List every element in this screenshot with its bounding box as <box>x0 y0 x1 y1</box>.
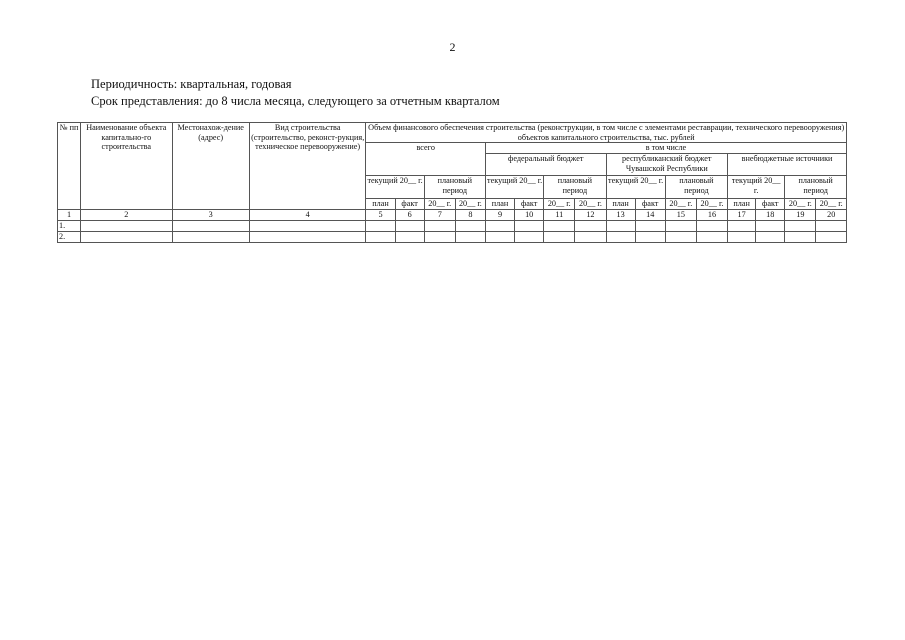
column-number: 10 <box>515 210 544 221</box>
federal-planned-header: плановый период <box>544 176 606 199</box>
table-cell <box>485 221 514 232</box>
table-cell <box>455 221 485 232</box>
report-table <box>57 122 847 243</box>
table-cell <box>172 232 249 243</box>
extrabudget-current-header: текущий 20__ г. <box>728 176 785 199</box>
table-cell <box>665 232 696 243</box>
column-number: 12 <box>575 210 606 221</box>
table-cell <box>696 232 727 243</box>
planned-period-header: плановый период <box>424 176 485 199</box>
column-number: 5 <box>366 210 395 221</box>
table-cell <box>785 232 816 243</box>
republic-current-header: текущий 20__ г. <box>606 176 665 199</box>
table-cell <box>575 232 606 243</box>
extrabudget-planned-header: плановый период <box>785 176 847 199</box>
fact-header: факт <box>635 199 665 210</box>
table-cell <box>172 221 249 232</box>
table-cell <box>756 232 785 243</box>
plan-header: план <box>485 199 514 210</box>
table-cell <box>635 232 665 243</box>
table-row <box>58 232 847 243</box>
column-number: 3 <box>172 210 249 221</box>
table-cell <box>249 232 366 243</box>
plan-header: план <box>728 199 756 210</box>
row-number: 2. <box>58 232 81 243</box>
table-cell <box>544 232 575 243</box>
table-cell <box>816 232 847 243</box>
table-row <box>58 221 847 232</box>
fact-header: факт <box>515 199 544 210</box>
column-number: 17 <box>728 210 756 221</box>
column-number: 19 <box>785 210 816 221</box>
table-cell <box>785 221 816 232</box>
table-cell <box>515 232 544 243</box>
table-cell <box>424 221 455 232</box>
total-header: всего <box>366 143 486 176</box>
table-cell <box>575 221 606 232</box>
row-number: 1. <box>58 221 81 232</box>
year-header: 20__ г. <box>424 199 455 210</box>
year-header: 20__ г. <box>696 199 727 210</box>
federal-current-header: текущий 20__ г. <box>485 176 543 199</box>
table-cell <box>606 221 635 232</box>
table-cell <box>395 221 424 232</box>
col-name-header: Наименование объекта капитально-го строительства <box>81 123 172 210</box>
page-number: 2 <box>449 40 456 54</box>
deadline-line: Срок представления: до 8 числа месяца, следующего за отчетным кварталом <box>91 94 500 108</box>
plan-header: план <box>606 199 635 210</box>
year-header: 20__ г. <box>575 199 606 210</box>
table-cell <box>455 232 485 243</box>
table-cell <box>424 232 455 243</box>
year-header: 20__ г. <box>455 199 485 210</box>
column-number: 20 <box>816 210 847 221</box>
col-volume-header: Объем финансового обеспечения строительства (реконструкции, в том числе с элементами реставрации, технического перевооружения) объектов капитального строительства, тыс. рублей <box>366 123 847 143</box>
column-number: 15 <box>665 210 696 221</box>
fact-header: факт <box>756 199 785 210</box>
column-number: 11 <box>544 210 575 221</box>
col-location-header: Местонахож-дение (адрес) <box>172 123 249 210</box>
year-header: 20__ г. <box>544 199 575 210</box>
table-cell <box>515 221 544 232</box>
column-number: 7 <box>424 210 455 221</box>
column-numbers-row <box>58 210 847 221</box>
col-type-header: Вид строительства (строительство, реконст-рукция, техническое перевооружение) <box>249 123 366 210</box>
table-cell <box>635 221 665 232</box>
table-cell <box>816 221 847 232</box>
table-cell <box>81 221 172 232</box>
table-cell <box>249 221 366 232</box>
fact-header: факт <box>395 199 424 210</box>
table-cell <box>395 232 424 243</box>
column-number: 18 <box>756 210 785 221</box>
column-number: 1 <box>58 210 81 221</box>
plan-header: план <box>366 199 395 210</box>
header-row-1 <box>58 123 847 143</box>
republic-planned-header: плановый период <box>665 176 727 199</box>
column-number: 9 <box>485 210 514 221</box>
column-number: 4 <box>249 210 366 221</box>
table-cell <box>728 221 756 232</box>
col-num-header: № пп <box>58 123 81 210</box>
periodicity-line: Периодичность: квартальная, годовая <box>91 77 292 91</box>
table-cell <box>696 221 727 232</box>
extrabudget-header: внебюджетные источники <box>728 154 847 176</box>
table-cell <box>366 221 395 232</box>
table-cell <box>728 232 756 243</box>
year-header: 20__ г. <box>816 199 847 210</box>
column-number: 14 <box>635 210 665 221</box>
column-number: 13 <box>606 210 635 221</box>
column-number: 6 <box>395 210 424 221</box>
column-number: 2 <box>81 210 172 221</box>
table-cell <box>665 221 696 232</box>
column-number: 16 <box>696 210 727 221</box>
including-header: в том числе <box>485 143 846 154</box>
table-cell <box>756 221 785 232</box>
table-cell <box>544 221 575 232</box>
federal-header: федеральный бюджет <box>485 154 606 176</box>
current-year-header: текущий 20__ г. <box>366 176 424 199</box>
table-cell <box>366 232 395 243</box>
year-header: 20__ г. <box>665 199 696 210</box>
table-cell <box>485 232 514 243</box>
table-cell <box>81 232 172 243</box>
year-header: 20__ г. <box>785 199 816 210</box>
table-cell <box>606 232 635 243</box>
column-number: 8 <box>455 210 485 221</box>
republic-header: республиканский бюджет Чувашской Республики <box>606 154 728 176</box>
